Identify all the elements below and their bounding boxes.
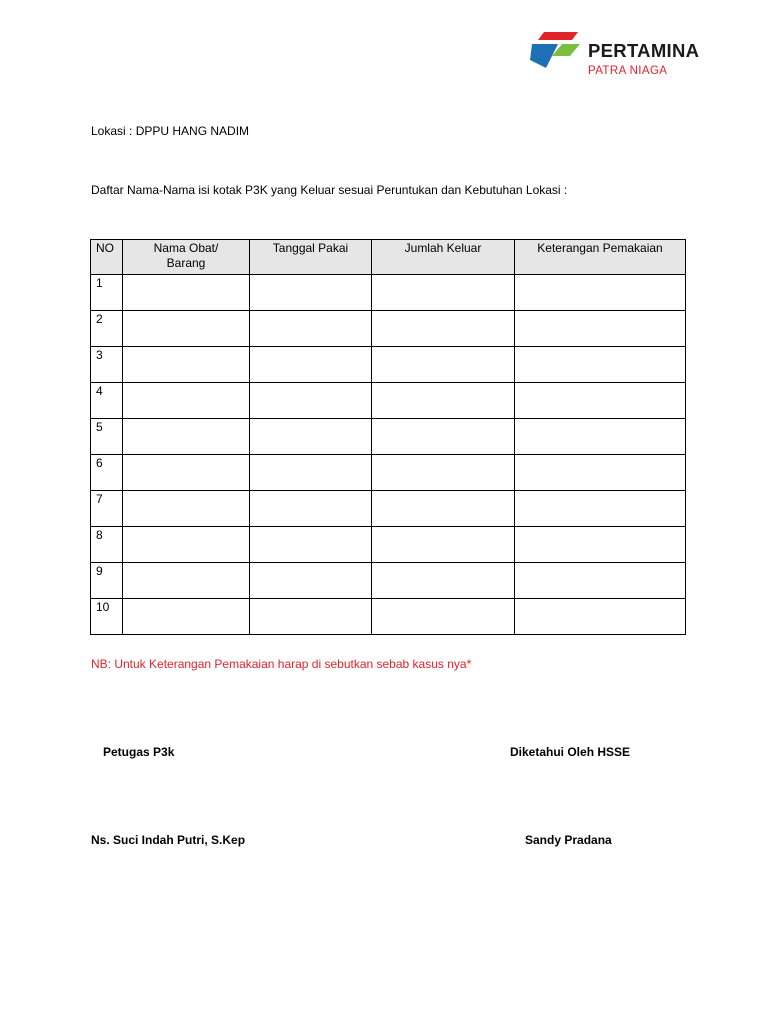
row-number: 7 xyxy=(91,491,123,527)
remarks-cell[interactable] xyxy=(515,275,686,311)
table-row xyxy=(91,563,686,599)
header-quantity: Jumlah Keluar xyxy=(372,240,515,275)
table-row xyxy=(91,491,686,527)
row-number: 4 xyxy=(91,383,123,419)
quantity-cell[interactable] xyxy=(372,275,515,311)
header-no: NO xyxy=(91,240,123,275)
item-cell[interactable] xyxy=(123,383,250,419)
signature-role-right: Diketahui Oleh HSSE xyxy=(510,745,631,759)
first-aid-usage-table xyxy=(90,239,686,635)
quantity-cell[interactable] xyxy=(372,527,515,563)
item-cell[interactable] xyxy=(123,491,250,527)
date-cell[interactable] xyxy=(250,455,372,491)
date-cell[interactable] xyxy=(250,311,372,347)
table-row xyxy=(91,455,686,491)
quantity-cell[interactable] xyxy=(372,455,515,491)
item-cell[interactable] xyxy=(123,311,250,347)
remarks-cell[interactable] xyxy=(515,527,686,563)
table-row xyxy=(91,599,686,635)
quantity-cell[interactable] xyxy=(372,491,515,527)
remarks-cell[interactable] xyxy=(515,419,686,455)
header-date: Tanggal Pakai xyxy=(250,240,372,275)
row-number: 5 xyxy=(91,419,123,455)
row-number: 10 xyxy=(91,599,123,635)
table-row xyxy=(91,527,686,563)
table-header-row xyxy=(91,240,686,275)
remarks-cell[interactable] xyxy=(515,491,686,527)
logo-subbrand-text: PATRA NIAGA xyxy=(588,65,668,77)
table-row xyxy=(91,383,686,419)
quantity-cell[interactable] xyxy=(372,419,515,455)
date-cell[interactable] xyxy=(250,599,372,635)
table-row xyxy=(91,419,686,455)
row-number: 9 xyxy=(91,563,123,599)
quantity-cell[interactable] xyxy=(372,383,515,419)
remarks-cell[interactable] xyxy=(515,563,686,599)
table-row xyxy=(91,347,686,383)
remarks-cell[interactable] xyxy=(515,311,686,347)
list-heading: Daftar Nama-Nama isi kotak P3K yang Keluar sesuai Peruntukan dan Kebutuhan Lokasi : xyxy=(91,183,568,197)
quantity-cell[interactable] xyxy=(372,347,515,383)
table-row xyxy=(91,311,686,347)
row-number: 3 xyxy=(91,347,123,383)
table-row xyxy=(91,275,686,311)
date-cell[interactable] xyxy=(250,347,372,383)
header-item xyxy=(123,240,250,275)
item-cell[interactable] xyxy=(123,563,250,599)
row-number: 1 xyxy=(91,275,123,311)
pertamina-logo-icon xyxy=(530,30,582,70)
date-cell[interactable] xyxy=(250,275,372,311)
date-cell[interactable] xyxy=(250,383,372,419)
item-cell[interactable] xyxy=(123,527,250,563)
date-cell[interactable] xyxy=(250,491,372,527)
item-cell[interactable] xyxy=(123,419,250,455)
signature-role-left: Petugas P3k xyxy=(103,745,175,759)
row-number: 2 xyxy=(91,311,123,347)
pertamina-logo xyxy=(530,30,700,82)
usage-note: NB: Untuk Keterangan Pemakaian harap di sebutkan sebab kasus nya* xyxy=(91,657,472,671)
header-item-line2: Barang xyxy=(166,256,206,270)
date-cell[interactable] xyxy=(250,563,372,599)
row-number: 6 xyxy=(91,455,123,491)
logo-brand-text: PERTAMINA xyxy=(588,40,700,61)
quantity-cell[interactable] xyxy=(372,599,515,635)
signature-name-right: Sandy Pradana xyxy=(525,833,612,847)
quantity-cell[interactable] xyxy=(372,563,515,599)
remarks-cell[interactable] xyxy=(515,383,686,419)
header-item-line1: Nama Obat/ xyxy=(153,241,219,255)
item-cell[interactable] xyxy=(123,599,250,635)
item-cell[interactable] xyxy=(123,275,250,311)
header-remarks: Keterangan Pemakaian xyxy=(515,240,686,275)
remarks-cell[interactable] xyxy=(515,455,686,491)
row-number: 8 xyxy=(91,527,123,563)
location-line: Lokasi : DPPU HANG NADIM xyxy=(91,124,250,138)
item-cell[interactable] xyxy=(123,455,250,491)
remarks-cell[interactable] xyxy=(515,599,686,635)
remarks-cell[interactable] xyxy=(515,347,686,383)
date-cell[interactable] xyxy=(250,527,372,563)
item-cell[interactable] xyxy=(123,347,250,383)
signature-name-left: Ns. Suci Indah Putri, S.Kep xyxy=(91,833,246,847)
quantity-cell[interactable] xyxy=(372,311,515,347)
date-cell[interactable] xyxy=(250,419,372,455)
